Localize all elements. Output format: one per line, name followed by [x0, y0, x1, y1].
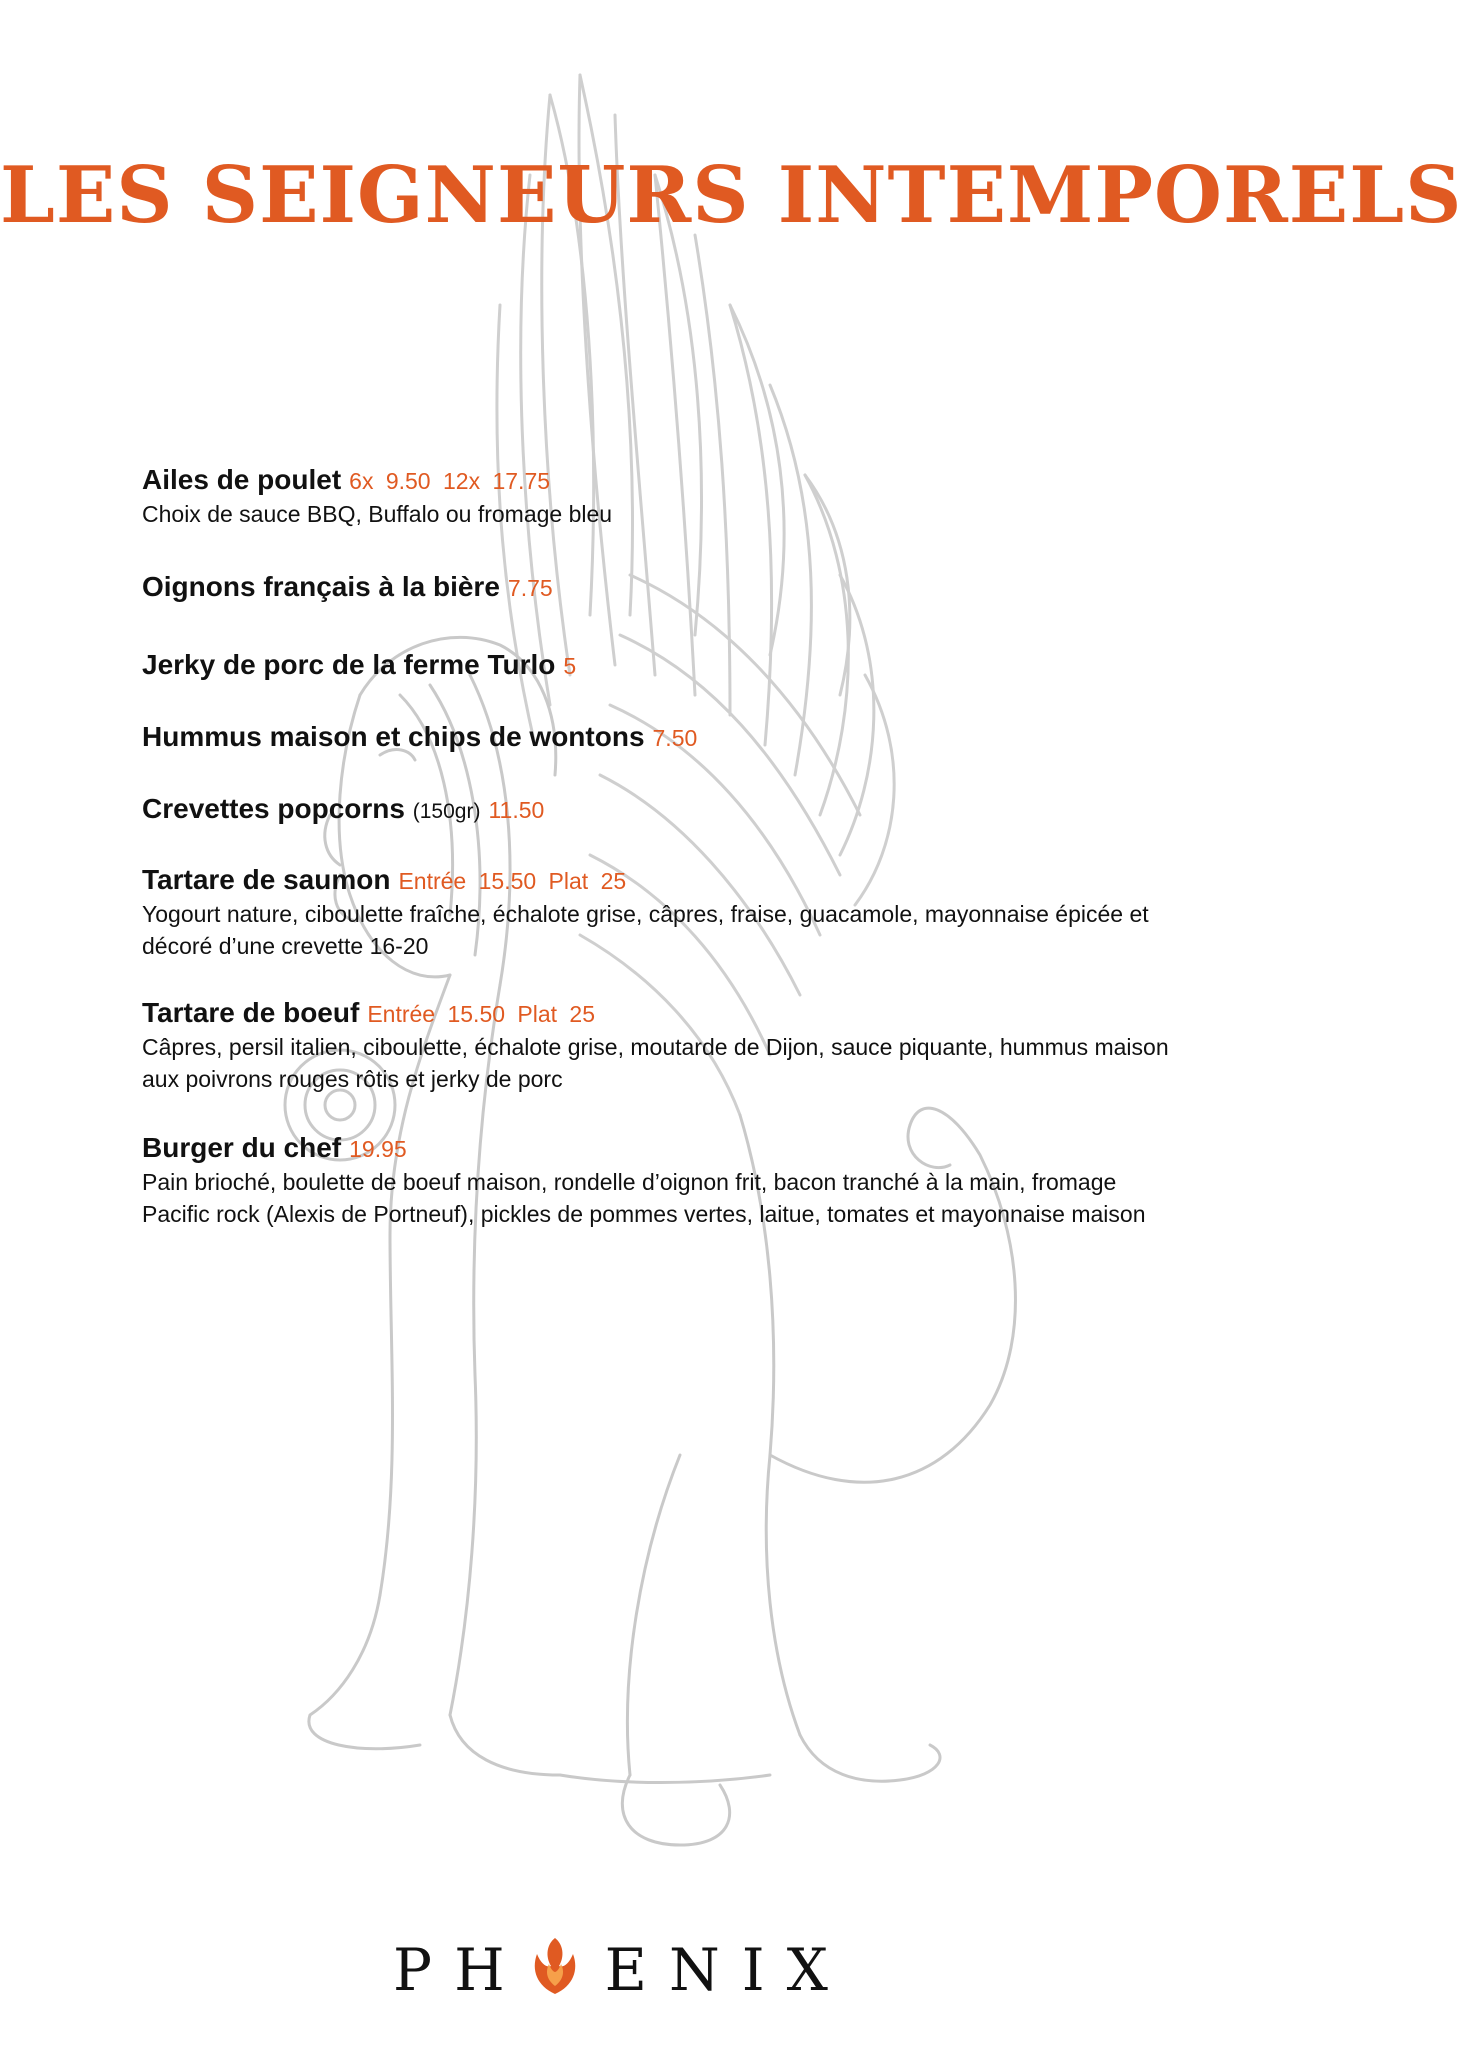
- winged-sphinx-illustration: [300, 55, 1040, 1935]
- item-name: Jerky de porc de la ferme Turlo: [142, 649, 556, 680]
- item-name: Burger du chef: [142, 1132, 342, 1163]
- menu-item: [142, 792, 1182, 829]
- item-description: Yogourt nature, ciboulette fraîche, échalote grise, câpres, fraise, guacamole, mayonnaise épicée et décoré d’une crevette 16-20: [142, 901, 1149, 959]
- item-name: Ailes de poulet: [142, 464, 342, 495]
- menu-item: [142, 863, 1182, 962]
- logo-text-end: ENIX: [604, 1936, 850, 2004]
- item-description: Choix de sauce BBQ, Buffalo ou fromage bleu: [142, 501, 613, 527]
- item-price: 5: [563, 653, 577, 679]
- menu-item: [142, 648, 1182, 683]
- item-price: 7.75: [507, 575, 553, 601]
- item-price: 7.50: [652, 725, 698, 751]
- item-price: Entrée 15.50 Plat 25: [367, 1001, 596, 1027]
- item-name: Crevettes popcorns: [142, 793, 405, 824]
- phoenix-logo: [0, 1935, 1243, 2005]
- menu-item: [142, 720, 1182, 755]
- item-name: Hummus maison et chips de wontons: [142, 721, 645, 752]
- item-price: 11.50: [488, 797, 545, 823]
- menu-title: LES SEIGNEURS INTEMPORELS: [0, 150, 1462, 241]
- item-price: 6x 9.50 12x 17.75: [349, 468, 551, 494]
- item-price: Entrée 15.50 Plat 25: [398, 868, 627, 894]
- logo-text-start: PH: [393, 1936, 527, 2004]
- body: [285, 975, 1015, 1845]
- menu-item: [142, 996, 1182, 1095]
- item-description: Câpres, persil italien, ciboulette, échalote grise, moutarde de Dijon, sauce piquante, hummus maison aux poivrons rouges rôtis et jerky de porc: [142, 1034, 1169, 1092]
- phoenix-flame-icon: [523, 1936, 587, 1996]
- menu-item: [142, 463, 1182, 530]
- menu-item: [142, 570, 1182, 605]
- item-description: Pain brioché, boulette de boeuf maison, rondelle d’oignon frit, bacon tranché à la main, fromage Pacific rock (Alexis de Portneuf), pickles de pommes vertes, laitue, tomates et mayonnaise maison: [142, 1169, 1146, 1227]
- item-name: Oignons français à la bière: [142, 571, 500, 602]
- menu-item: [142, 1131, 1182, 1230]
- item-price: 19.95: [349, 1136, 407, 1162]
- item-note: (150gr): [412, 800, 481, 823]
- item-name: Tartare de saumon: [142, 864, 391, 895]
- item-name: Tartare de boeuf: [142, 997, 360, 1028]
